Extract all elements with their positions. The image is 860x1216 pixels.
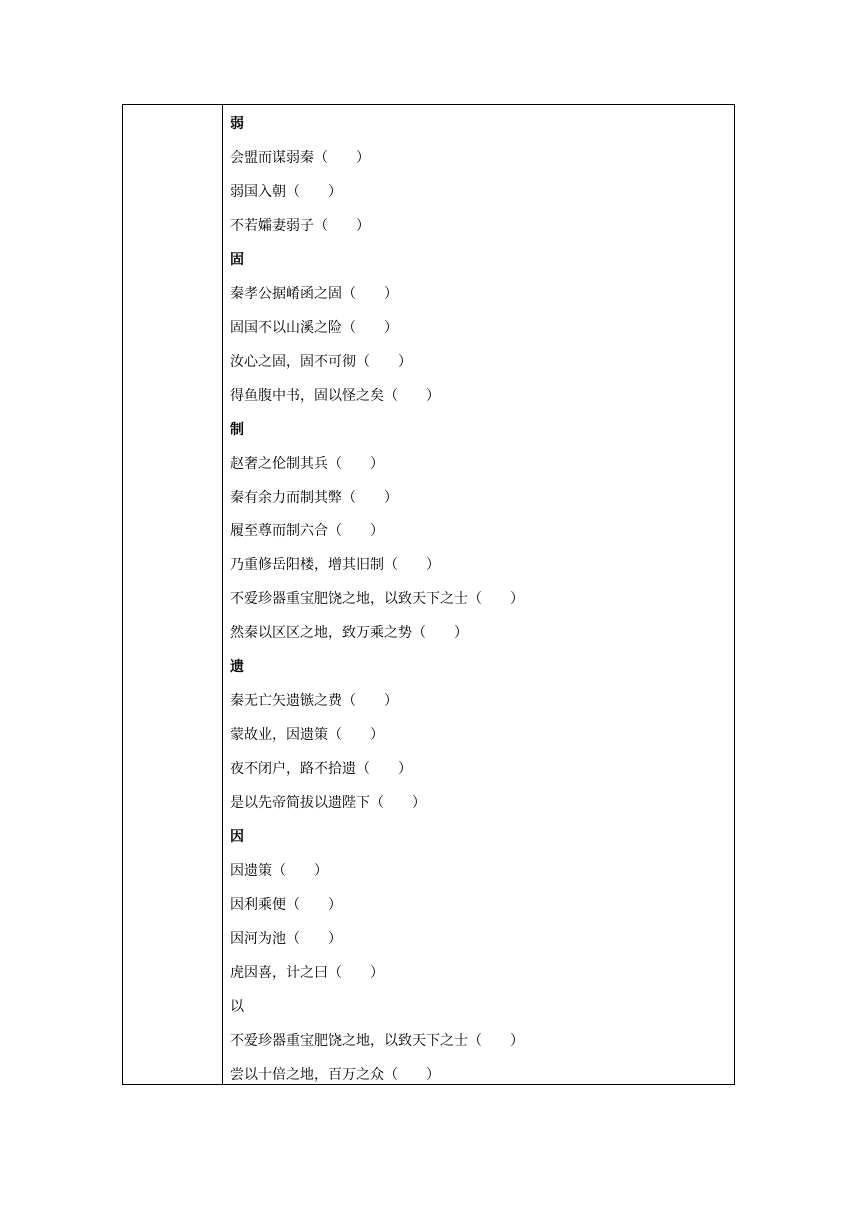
example-sentence: 蒙故业，因遗策（ ） [230, 727, 384, 744]
example-sentence: 秦有余力而制其弊（ ） [230, 489, 398, 506]
section-heading: 弱 [230, 116, 244, 132]
example-sentence: 尝以十倍之地，百万之众（ ） [230, 1066, 440, 1083]
section-heading: 因 [230, 829, 244, 845]
example-sentence: 秦无亡矢遗镞之费（ ） [230, 693, 398, 710]
example-sentence: 固国不以山溪之险（ ） [230, 319, 398, 336]
example-sentence: 因遗策（ ） [230, 862, 328, 879]
example-sentence: 不爱珍器重宝肥饶之地，以致天下之士（ ） [230, 1032, 524, 1049]
example-sentence: 秦孝公据崤函之固（ ） [230, 285, 398, 302]
example-sentence: 是以先帝简拔以遗陛下（ ） [230, 795, 426, 811]
table-left-cell [123, 105, 223, 1084]
example-sentence: 不若孀妻弱子（ ） [230, 217, 370, 234]
example-sentence: 不爱珍器重宝肥饶之地，以致天下之士（ ） [230, 591, 524, 608]
example-sentence: 乃重修岳阳楼，增其旧制（ ） [230, 557, 440, 574]
section-heading: 制 [230, 421, 244, 438]
example-sentence: 会盟而谋弱秦（ ） [230, 150, 370, 166]
example-sentence: 因利乘便（ ） [230, 896, 342, 913]
example-sentence: 虎因喜，计之曰（ ） [230, 964, 384, 981]
example-sentence: 因河为池（ ） [230, 930, 342, 947]
example-sentence: 得鱼腹中书，固以怪之矣（ ） [230, 387, 440, 404]
example-sentence: 赵奢之伦制其兵（ ） [230, 455, 384, 472]
section-heading: 遗 [230, 659, 244, 676]
example-sentence: 然秦以区区之地，致万乘之势（ ） [230, 625, 468, 642]
example-sentence: 以 [230, 998, 244, 1015]
example-sentence: 弱国入朝（ ） [230, 183, 342, 200]
example-sentence: 夜不闭户，路不拾遗（ ） [230, 761, 412, 778]
example-sentence: 履至尊而制六合（ ） [230, 523, 384, 540]
example-sentence: 汝心之固，固不可彻（ ） [230, 353, 412, 370]
table-right-cell [230, 105, 734, 1084]
vocabulary-table [122, 104, 735, 1085]
section-heading: 固 [230, 251, 244, 268]
